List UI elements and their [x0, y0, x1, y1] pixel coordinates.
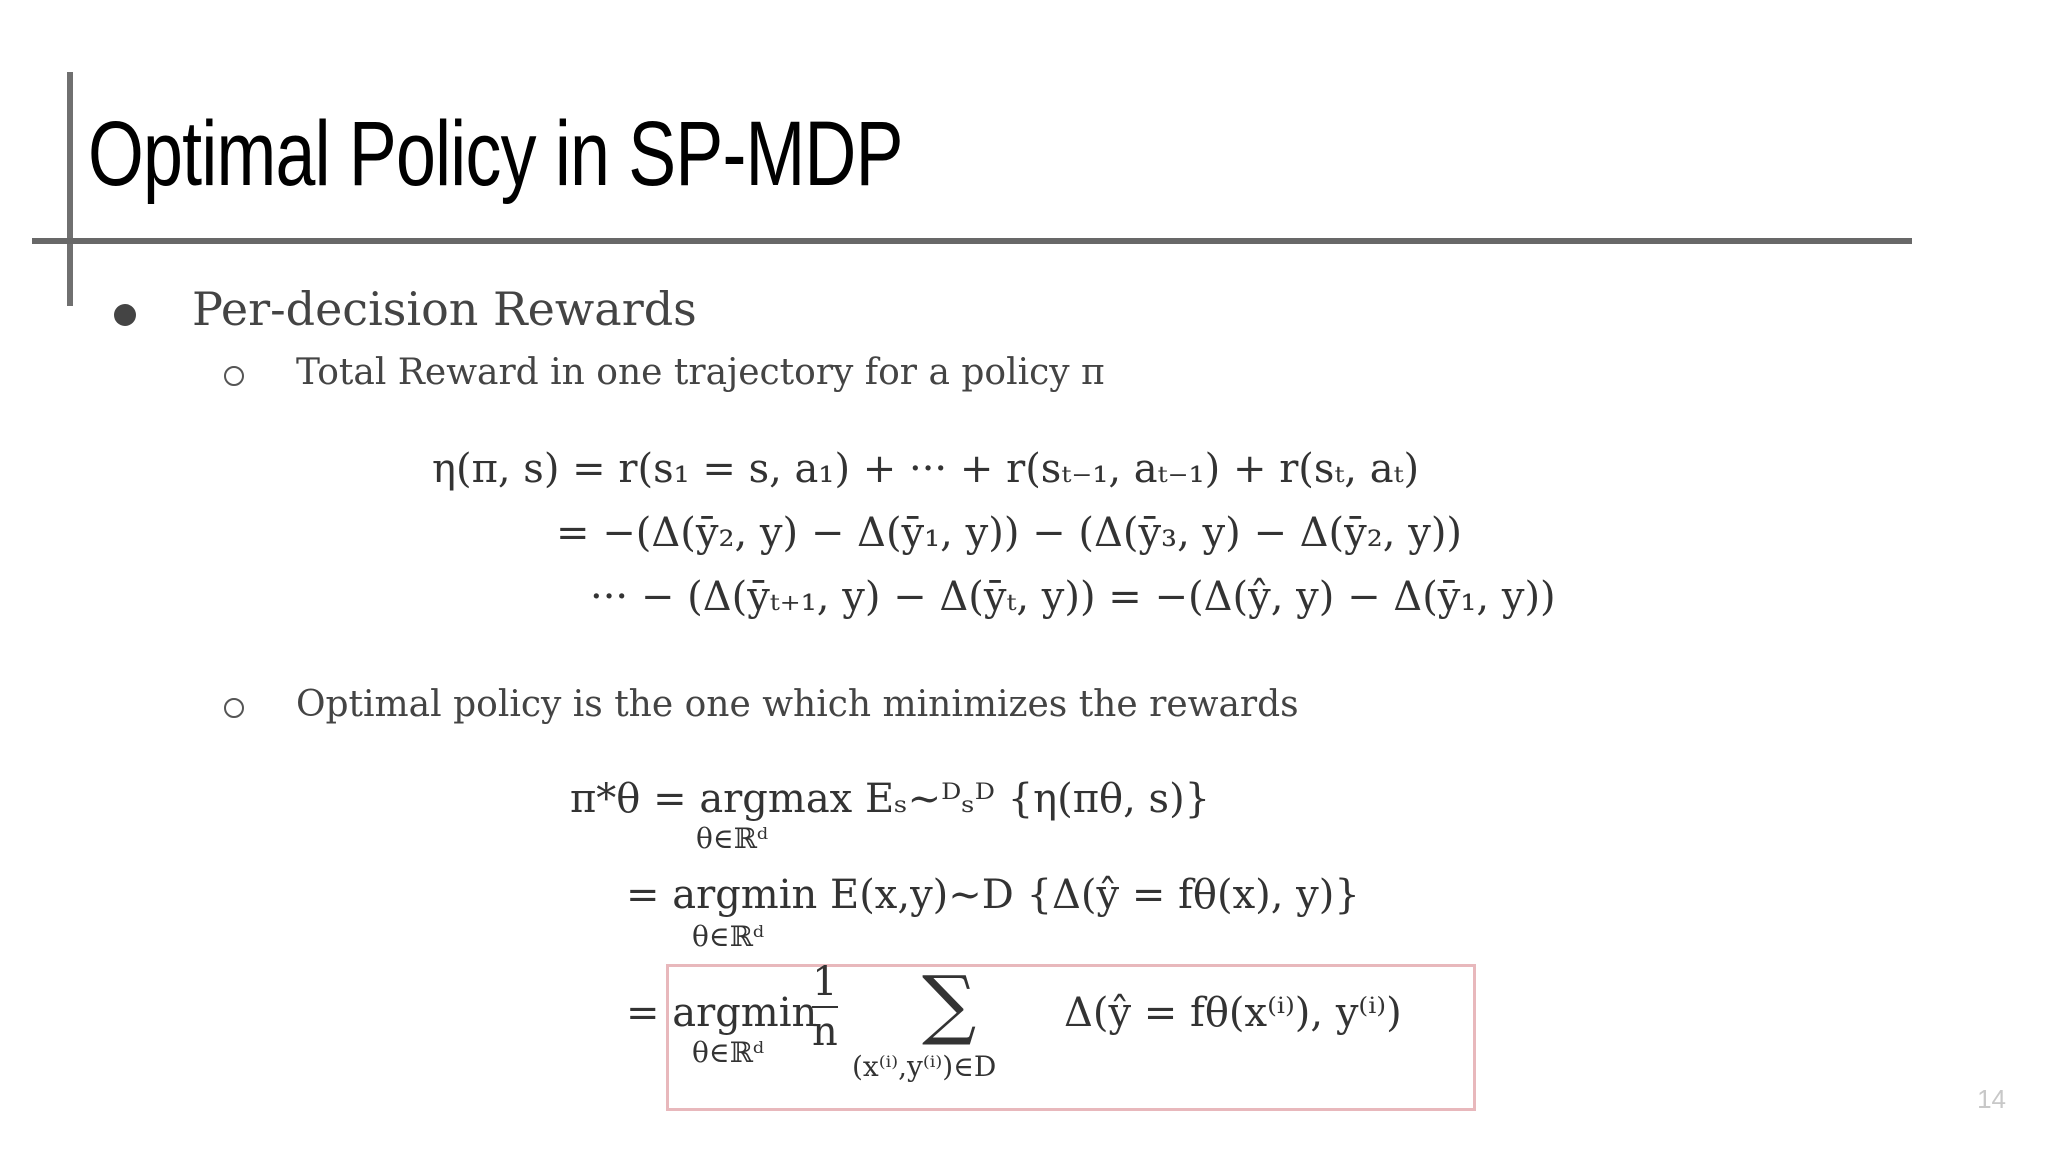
policy-equation-line3-lhs: = argmin	[626, 990, 818, 1036]
bullet-per-decision-rewards: Per-decision Rewards	[192, 282, 697, 336]
reward-equation-line3: ··· − (Δ(ȳₜ₊₁, y) − Δ(ȳₜ, y)) = −(Δ(ŷ, y) − Δ(ȳ₁, y))	[590, 574, 1556, 620]
reward-equation-line2: = −(Δ(ȳ₂, y) − Δ(ȳ₁, y)) − (Δ(ȳ₃, y) − Δ(ȳ₂, y))	[556, 510, 1463, 556]
sub-bullet-total-reward: Total Reward in one trajectory for a policy π	[296, 352, 1105, 393]
sub-bullet-circle-icon	[224, 366, 244, 386]
fraction-bar	[812, 1006, 838, 1008]
policy-equation-line1: π*θ = argmax Eₛ~ᴰₛᴰ {η(πθ, s)}	[570, 776, 1211, 822]
policy-line3-subscript: θ∈ℝᵈ	[692, 1036, 765, 1069]
sub-bullet-circle-icon	[224, 698, 244, 718]
page-number: 14	[1977, 1084, 2006, 1114]
slide-title: Optimal Policy in SP-MDP	[88, 103, 903, 205]
bullet-dot-icon	[114, 304, 136, 326]
policy-equation-line3-rhs: Δ(ŷ = fθ(x⁽ⁱ⁾), y⁽ⁱ⁾)	[1064, 990, 1402, 1036]
policy-equation-line2: = argmin E(x,y)~D {Δ(ŷ = fθ(x), y)}	[626, 872, 1360, 918]
fraction-one-over-n	[812, 960, 838, 1054]
highlight-box	[666, 959, 1476, 1111]
policy-line1-subscript: θ∈ℝᵈ	[696, 822, 769, 855]
reward-equation-line1: η(π, s) = r(s₁ = s, a₁) + ··· + r(sₜ₋₁, aₜ₋₁) + r(sₜ, aₜ)	[432, 446, 1420, 492]
policy-line2-subscript: θ∈ℝᵈ	[692, 920, 765, 953]
sub-bullet-optimal-policy: Optimal policy is the one which minimizes the rewards	[296, 684, 1299, 725]
fraction-denominator: n	[812, 1009, 838, 1055]
title-accent-bar	[67, 72, 73, 306]
summation-subscript: (x⁽ⁱ⁾,y⁽ⁱ⁾)∈D	[852, 1050, 997, 1083]
fraction-numerator: 1	[812, 959, 838, 1005]
summation-symbol: ∑	[922, 959, 977, 1048]
title-divider	[32, 238, 1912, 244]
